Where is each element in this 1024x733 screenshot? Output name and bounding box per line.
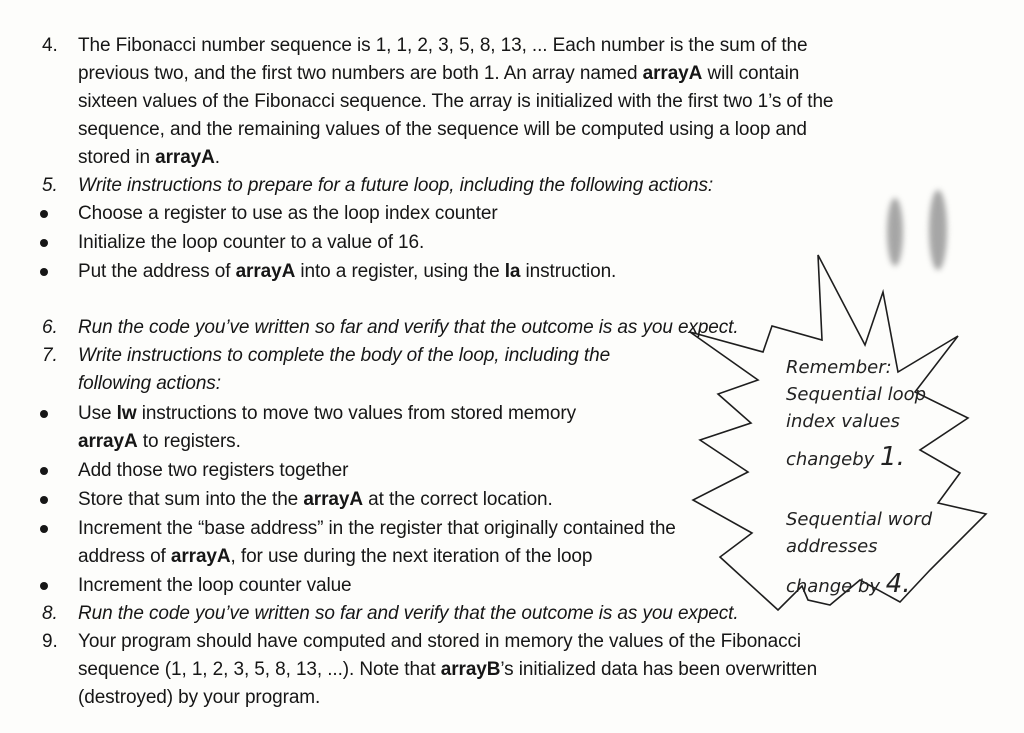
item-9-number: 9. bbox=[42, 631, 58, 652]
item-7-number: 7. bbox=[42, 345, 58, 366]
callout-change-by-4: change by 4. bbox=[786, 569, 911, 599]
callout-value-1: 1. bbox=[880, 442, 905, 472]
lw-instruction-term: lw bbox=[116, 403, 137, 424]
scan-smudge-left bbox=[887, 198, 903, 266]
callout-change-by-1: changeby 1. bbox=[786, 442, 905, 472]
callout-sequential-loop: Sequential loop bbox=[786, 384, 927, 405]
scan-smudge-right bbox=[929, 190, 947, 270]
bullet-dot bbox=[40, 239, 48, 247]
callout-remember: Remember: bbox=[786, 357, 892, 378]
array-a-term: arrayA bbox=[303, 489, 363, 510]
bullet-dot bbox=[40, 467, 48, 475]
bullet-dot bbox=[40, 410, 48, 418]
callout-value-4: 4. bbox=[885, 569, 911, 599]
item-5-number: 5. bbox=[42, 175, 58, 196]
bullet-dot bbox=[40, 525, 48, 533]
worksheet-page: 4. The Fibonacci number sequence is 1, 1, 2, 3, 5, 8, 13, ... Each number is the sum of the previous two, and the first two numbers are both 1. An array named arrayA will contain sixteen values of the Fibonacci sequence. The array is initialized with the first two 1’s of the sequence, and the remaining values of the sequence will be computed using a loop and stored in arrayA. 5. Write instructions to prepare for a future loop, including the following actions: Choose a register to use as the loop index counter Initialize the loop counter to a value of 16. Put the address of arrayA into a register, using the la instruction. 6. Run the code you’ve written so far and verify that the outcome is as you expect. 7. Write instructions to complete the body of the loop, including the following actions: Use lw instructions to move two values from stored memory arrayA to registers. Add those two registers together Store that sum into the the arrayA at the correct location. Increment the “base address” in the register that originally contained the address of arrayA, for use during the next iteration of the loop Increment the loop counter value 8. Run the code you’ve written so far and verify that the outcome is as you expect. 9. Your program should have computed and stored in memory the values of the Fibonacci sequence (1, 1, 2, 3, 5, 8, 13, ...). Note that arrayB’s initialized data has been overwritten (destroyed) by your program. Remember: Sequential loop index values changeby 1. Sequential word addresses change by 4. bbox=[0, 0, 1024, 733]
array-a-term: arrayA bbox=[235, 261, 296, 282]
array-b-term: arrayB bbox=[440, 659, 501, 680]
array-a-term: arrayA bbox=[642, 63, 703, 84]
array-a-term: arrayA bbox=[155, 147, 215, 168]
array-a-term: arrayA bbox=[170, 546, 231, 567]
callout-index-values: index values bbox=[786, 411, 900, 432]
item-6-number: 6. bbox=[42, 317, 58, 338]
array-a-term: arrayA bbox=[78, 431, 138, 452]
bullet-dot bbox=[40, 268, 48, 276]
bullet-dot bbox=[40, 582, 48, 590]
item-8-number: 8. bbox=[42, 603, 58, 624]
item-4-number: 4. bbox=[42, 35, 58, 56]
la-instruction-term: la bbox=[504, 261, 521, 282]
callout-sequential-word: Sequential word bbox=[786, 509, 933, 530]
callout-addresses: addresses bbox=[786, 536, 878, 557]
bullet-dot bbox=[40, 210, 48, 218]
bullet-dot bbox=[40, 496, 48, 504]
